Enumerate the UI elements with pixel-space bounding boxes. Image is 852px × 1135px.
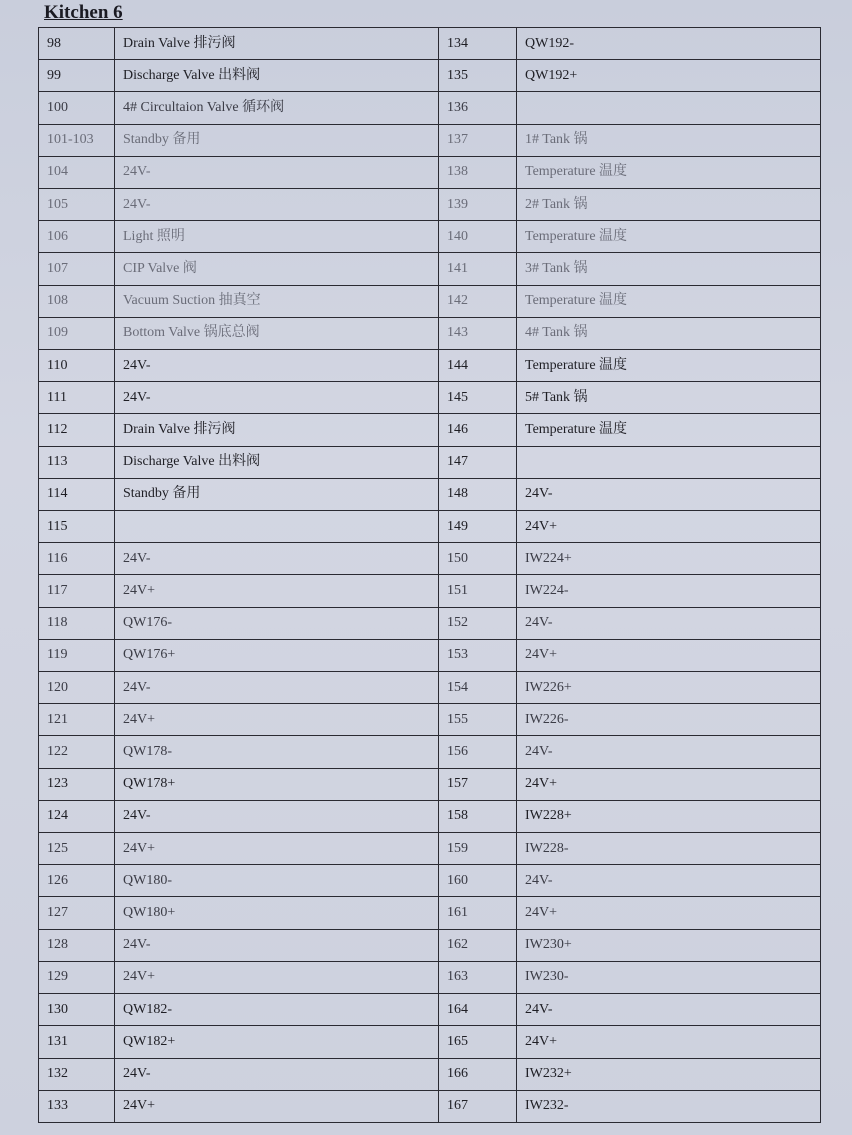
right-terminal-label: IW226+ (517, 672, 821, 704)
right-terminal-label: IW232- (517, 1090, 821, 1122)
left-terminal-label: 24V- (115, 672, 439, 704)
right-terminal-number: 134 (439, 28, 517, 60)
right-terminal-label: 4# Tank 锅 (517, 317, 821, 349)
left-terminal-number: 130 (39, 994, 115, 1026)
right-terminal-label: IW230+ (517, 929, 821, 961)
right-terminal-label: 24V+ (517, 768, 821, 800)
right-terminal-label: 24V+ (517, 511, 821, 543)
left-terminal-number: 119 (39, 639, 115, 671)
right-terminal-number: 160 (439, 865, 517, 897)
right-terminal-number: 156 (439, 736, 517, 768)
table-row (39, 575, 821, 607)
right-terminal-number: 140 (439, 221, 517, 253)
right-terminal-number: 155 (439, 704, 517, 736)
left-terminal-label: 24V- (115, 382, 439, 414)
left-terminal-label (115, 511, 439, 543)
right-terminal-number: 145 (439, 382, 517, 414)
right-terminal-number: 142 (439, 285, 517, 317)
left-terminal-number: 123 (39, 768, 115, 800)
left-terminal-number: 110 (39, 350, 115, 382)
left-terminal-label: 24V- (115, 350, 439, 382)
left-terminal-label: 24V+ (115, 961, 439, 993)
right-terminal-label: IW224- (517, 575, 821, 607)
left-terminal-number: 108 (39, 285, 115, 317)
right-terminal-label: 24V+ (517, 897, 821, 929)
table-row (39, 833, 821, 865)
right-terminal-label: 24V- (517, 865, 821, 897)
right-terminal-label: 24V- (517, 736, 821, 768)
table-row (39, 1090, 821, 1122)
right-terminal-label: IW226- (517, 704, 821, 736)
left-terminal-label: Standby 备用 (115, 478, 439, 510)
right-terminal-label: 5# Tank 锅 (517, 382, 821, 414)
left-terminal-label: CIP Valve 阀 (115, 253, 439, 285)
table-row (39, 414, 821, 446)
left-terminal-number: 99 (39, 60, 115, 92)
left-terminal-label: QW180+ (115, 897, 439, 929)
left-terminal-label: QW180- (115, 865, 439, 897)
left-terminal-label: QW182- (115, 994, 439, 1026)
left-terminal-label: 4# Circultaion Valve 循环阀 (115, 92, 439, 124)
right-terminal-label: 24V+ (517, 1026, 821, 1058)
table-row (39, 253, 821, 285)
left-terminal-label: 24V- (115, 1058, 439, 1090)
table-row (39, 189, 821, 221)
left-terminal-number: 127 (39, 897, 115, 929)
left-terminal-number: 131 (39, 1026, 115, 1058)
left-terminal-number: 111 (39, 382, 115, 414)
left-terminal-number: 114 (39, 478, 115, 510)
right-terminal-number: 146 (439, 414, 517, 446)
right-terminal-number: 136 (439, 92, 517, 124)
left-terminal-number: 121 (39, 704, 115, 736)
right-terminal-number: 149 (439, 511, 517, 543)
left-terminal-label: 24V- (115, 800, 439, 832)
left-terminal-label: 24V- (115, 156, 439, 188)
left-terminal-number: 115 (39, 511, 115, 543)
table-row (39, 124, 821, 156)
left-terminal-number: 112 (39, 414, 115, 446)
left-terminal-number: 107 (39, 253, 115, 285)
left-terminal-label: 24V- (115, 543, 439, 575)
right-terminal-number: 164 (439, 994, 517, 1026)
left-terminal-label: QW182+ (115, 1026, 439, 1058)
right-terminal-number: 147 (439, 446, 517, 478)
left-terminal-label: 24V- (115, 189, 439, 221)
left-terminal-label: 24V+ (115, 575, 439, 607)
table-row (39, 382, 821, 414)
right-terminal-number: 154 (439, 672, 517, 704)
table-row (39, 897, 821, 929)
right-terminal-label: Temperature 温度 (517, 156, 821, 188)
left-terminal-label: Standby 备用 (115, 124, 439, 156)
left-terminal-label: Discharge Valve 出料阀 (115, 446, 439, 478)
table-row (39, 92, 821, 124)
left-terminal-label: 24V+ (115, 1090, 439, 1122)
table-row (39, 768, 821, 800)
left-terminal-number: 132 (39, 1058, 115, 1090)
table-row (39, 221, 821, 253)
right-terminal-label (517, 446, 821, 478)
left-terminal-number: 101-103 (39, 124, 115, 156)
left-terminal-label: 24V+ (115, 704, 439, 736)
left-terminal-number: 129 (39, 961, 115, 993)
left-terminal-label: Drain Valve 排污阀 (115, 28, 439, 60)
left-terminal-label: Drain Valve 排污阀 (115, 414, 439, 446)
table-row (39, 704, 821, 736)
right-terminal-label: Temperature 温度 (517, 285, 821, 317)
left-terminal-number: 113 (39, 446, 115, 478)
right-terminal-label: 2# Tank 锅 (517, 189, 821, 221)
left-terminal-label: Bottom Valve 锅底总阀 (115, 317, 439, 349)
right-terminal-label (517, 92, 821, 124)
left-terminal-label: QW178+ (115, 768, 439, 800)
left-terminal-label: QW176+ (115, 639, 439, 671)
right-terminal-number: 166 (439, 1058, 517, 1090)
right-terminal-number: 144 (439, 350, 517, 382)
left-terminal-number: 128 (39, 929, 115, 961)
right-terminal-label: 24V- (517, 478, 821, 510)
right-terminal-number: 162 (439, 929, 517, 961)
right-terminal-label: 1# Tank 锅 (517, 124, 821, 156)
table-row (39, 1026, 821, 1058)
table-row (39, 350, 821, 382)
left-terminal-number: 125 (39, 833, 115, 865)
left-terminal-number: 105 (39, 189, 115, 221)
table-row (39, 478, 821, 510)
right-terminal-number: 139 (439, 189, 517, 221)
right-terminal-number: 148 (439, 478, 517, 510)
right-terminal-number: 141 (439, 253, 517, 285)
left-terminal-number: 124 (39, 800, 115, 832)
left-terminal-label: Discharge Valve 出料阀 (115, 60, 439, 92)
right-terminal-label: IW232+ (517, 1058, 821, 1090)
right-terminal-number: 135 (439, 60, 517, 92)
left-terminal-number: 104 (39, 156, 115, 188)
right-terminal-label: QW192+ (517, 60, 821, 92)
right-terminal-number: 138 (439, 156, 517, 188)
left-terminal-number: 118 (39, 607, 115, 639)
right-terminal-number: 143 (439, 317, 517, 349)
right-terminal-label: IW224+ (517, 543, 821, 575)
left-terminal-number: 122 (39, 736, 115, 768)
right-terminal-label: 24V- (517, 994, 821, 1026)
table-row (39, 994, 821, 1026)
left-terminal-number: 126 (39, 865, 115, 897)
table-row (39, 929, 821, 961)
right-terminal-label: Temperature 温度 (517, 350, 821, 382)
table-row (39, 543, 821, 575)
right-terminal-number: 165 (439, 1026, 517, 1058)
left-terminal-label: QW178- (115, 736, 439, 768)
table-row (39, 961, 821, 993)
right-terminal-number: 161 (439, 897, 517, 929)
left-terminal-number: 133 (39, 1090, 115, 1122)
left-terminal-number: 109 (39, 317, 115, 349)
right-terminal-label: Temperature 温度 (517, 414, 821, 446)
left-terminal-label: Vacuum Suction 抽真空 (115, 285, 439, 317)
right-terminal-label: 24V- (517, 607, 821, 639)
table-row (39, 511, 821, 543)
left-terminal-number: 116 (39, 543, 115, 575)
right-terminal-number: 151 (439, 575, 517, 607)
table-row (39, 317, 821, 349)
right-terminal-label: QW192- (517, 28, 821, 60)
right-terminal-number: 152 (439, 607, 517, 639)
left-terminal-label: Light 照明 (115, 221, 439, 253)
right-terminal-number: 157 (439, 768, 517, 800)
page-title: Kitchen 6 (44, 2, 123, 23)
right-terminal-label: IW228- (517, 833, 821, 865)
left-terminal-number: 106 (39, 221, 115, 253)
table-row (39, 736, 821, 768)
table-row (39, 607, 821, 639)
table-row (39, 60, 821, 92)
right-terminal-label: Temperature 温度 (517, 221, 821, 253)
terminal-table (38, 27, 821, 1123)
table-row (39, 1058, 821, 1090)
table-row (39, 800, 821, 832)
left-terminal-label: QW176- (115, 607, 439, 639)
left-terminal-label: 24V+ (115, 833, 439, 865)
right-terminal-label: 24V+ (517, 639, 821, 671)
right-terminal-number: 150 (439, 543, 517, 575)
left-terminal-number: 100 (39, 92, 115, 124)
table-row (39, 156, 821, 188)
left-terminal-label: 24V- (115, 929, 439, 961)
right-terminal-number: 158 (439, 800, 517, 832)
right-terminal-number: 163 (439, 961, 517, 993)
left-terminal-number: 98 (39, 28, 115, 60)
right-terminal-label: 3# Tank 锅 (517, 253, 821, 285)
table-row (39, 446, 821, 478)
left-terminal-number: 120 (39, 672, 115, 704)
right-terminal-number: 153 (439, 639, 517, 671)
right-terminal-label: IW230- (517, 961, 821, 993)
table-row (39, 285, 821, 317)
left-terminal-number: 117 (39, 575, 115, 607)
right-terminal-label: IW228+ (517, 800, 821, 832)
right-terminal-number: 159 (439, 833, 517, 865)
right-terminal-number: 137 (439, 124, 517, 156)
table-row (39, 865, 821, 897)
table-row (39, 672, 821, 704)
table-row (39, 639, 821, 671)
table-row (39, 28, 821, 60)
right-terminal-number: 167 (439, 1090, 517, 1122)
